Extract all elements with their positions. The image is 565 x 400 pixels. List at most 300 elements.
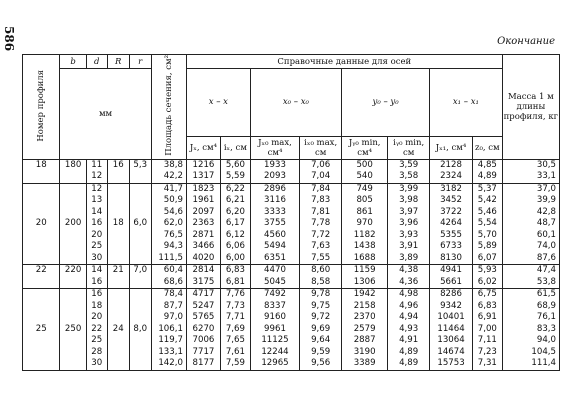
table-row	[23, 289, 560, 301]
cell-mass: 37,0	[502, 183, 559, 195]
cell-ix: 7,73	[221, 301, 251, 313]
cell-d: 18	[86, 301, 107, 313]
cell-R	[107, 277, 129, 289]
cell-Jx: 2814	[186, 265, 220, 277]
mm-unit: мм	[60, 69, 151, 160]
cell-Jx0: 5494	[250, 241, 300, 253]
col-r: r	[129, 55, 151, 69]
cell-z0: 5,46	[472, 207, 502, 219]
table-row	[23, 159, 560, 171]
cell-iy0: 3,89	[388, 253, 430, 265]
cell-r	[129, 358, 151, 370]
cell-iy0: 3,96	[388, 218, 430, 230]
cell-mass: 68,9	[502, 301, 559, 313]
cell-z0: 5,54	[472, 218, 502, 230]
cell-profile	[23, 358, 60, 370]
cell-b	[60, 253, 86, 265]
cell-Jy0: 500	[342, 159, 388, 171]
cell-ix0: 9,56	[300, 358, 342, 370]
col-d: d	[86, 55, 107, 69]
cell-ix: 6,81	[221, 277, 251, 289]
cell-Jx1: 10401	[430, 312, 473, 324]
cell-mass: 48,7	[502, 218, 559, 230]
cell-d: 12	[86, 183, 107, 195]
cell-Jx: 1823	[186, 183, 220, 195]
cell-mass: 42,8	[502, 207, 559, 219]
cell-profile	[23, 241, 60, 253]
cell-b	[60, 183, 86, 195]
cell-Jx0: 2093	[250, 171, 300, 183]
table-row	[23, 195, 560, 207]
cell-mass: 33,1	[502, 171, 559, 183]
cell-z0: 6,07	[472, 253, 502, 265]
cell-Jx0: 3755	[250, 218, 300, 230]
cell-b	[60, 241, 86, 253]
cell-Jx0: 4470	[250, 265, 300, 277]
cell-r	[129, 230, 151, 242]
cell-R	[107, 171, 129, 183]
cell-d: 13	[86, 195, 107, 207]
cell-d: 11	[86, 159, 107, 171]
cell-iy0: 3,98	[388, 195, 430, 207]
cell-ix0: 7,04	[300, 171, 342, 183]
cell-Jx0: 1933	[250, 159, 300, 171]
cell-Jx0: 4560	[250, 230, 300, 242]
cell-Jx: 4020	[186, 253, 220, 265]
cell-z0: 6,91	[472, 312, 502, 324]
cell-profile: 18	[23, 159, 60, 171]
cell-Jx0: 12965	[250, 358, 300, 370]
cell-d: 20	[86, 230, 107, 242]
cell-area: 111,5	[151, 253, 186, 265]
cell-ix0: 9,59	[300, 347, 342, 359]
cell-profile	[23, 277, 60, 289]
cell-R	[107, 358, 129, 370]
cell-R	[107, 312, 129, 324]
table-body	[23, 159, 560, 370]
cell-z0: 4,85	[472, 159, 502, 171]
cell-b	[60, 289, 86, 301]
cell-ix0: 9,75	[300, 301, 342, 313]
cell-ix0: 7,84	[300, 183, 342, 195]
cell-ix0: 9,69	[300, 324, 342, 336]
cell-d: 16	[86, 218, 107, 230]
cell-Jy0: 2370	[342, 312, 388, 324]
cell-r	[129, 289, 151, 301]
cell-d: 22	[86, 324, 107, 336]
angle-profile-table	[22, 54, 560, 371]
cell-mass: 104,5	[502, 347, 559, 359]
cell-R	[107, 207, 129, 219]
cell-Jx1: 3452	[430, 195, 473, 207]
cell-profile	[23, 183, 60, 195]
cell-Jx0: 3333	[250, 207, 300, 219]
cell-Jy0: 3389	[342, 358, 388, 370]
table-row	[23, 230, 560, 242]
cell-mass: 87,6	[502, 253, 559, 265]
cell-ix: 5,60	[221, 159, 251, 171]
cell-z0: 5,42	[472, 195, 502, 207]
cell-R	[107, 241, 129, 253]
cell-r: 5,3	[129, 159, 151, 171]
cell-profile	[23, 230, 60, 242]
cell-Jx1: 4264	[430, 218, 473, 230]
cell-Jy0: 540	[342, 171, 388, 183]
cell-profile	[23, 347, 60, 359]
cell-ix: 7,65	[221, 335, 251, 347]
cell-ix0: 8,58	[300, 277, 342, 289]
cell-ix: 6,20	[221, 207, 251, 219]
cell-d: 14	[86, 265, 107, 277]
cell-b: 250	[60, 324, 86, 336]
cell-Jx1: 2128	[430, 159, 473, 171]
table-row	[23, 301, 560, 313]
cell-Jy0: 1182	[342, 230, 388, 242]
table-row	[23, 241, 560, 253]
cell-Jy0: 805	[342, 195, 388, 207]
cell-Jx0: 5045	[250, 277, 300, 289]
cell-area: 78,4	[151, 289, 186, 301]
cell-b	[60, 207, 86, 219]
cell-Jy0: 1942	[342, 289, 388, 301]
cell-r	[129, 335, 151, 347]
continuation-label: Окончание	[497, 36, 555, 47]
cell-z0: 4,89	[472, 171, 502, 183]
cell-ix0: 9,64	[300, 335, 342, 347]
cell-r: 6,0	[129, 218, 151, 230]
col-Jx1: Jₓ₁, см⁴	[430, 136, 473, 159]
cell-iy0: 4,91	[388, 335, 430, 347]
cell-iy0: 3,99	[388, 183, 430, 195]
cell-Jy0: 1438	[342, 241, 388, 253]
cell-area: 41,7	[151, 183, 186, 195]
cell-Jx: 1216	[186, 159, 220, 171]
cell-Jx0: 2896	[250, 183, 300, 195]
cell-Jx1: 3182	[430, 183, 473, 195]
cell-Jx0: 12244	[250, 347, 300, 359]
table-row	[23, 207, 560, 219]
table-row	[23, 277, 560, 289]
cell-mass: 39,9	[502, 195, 559, 207]
cell-R	[107, 335, 129, 347]
cell-R	[107, 230, 129, 242]
cell-profile	[23, 301, 60, 313]
cell-z0: 6,02	[472, 277, 502, 289]
cell-r: 8,0	[129, 324, 151, 336]
cell-z0: 7,00	[472, 324, 502, 336]
axis-x1-x1: x₁ – x₁	[430, 69, 503, 137]
table-row	[23, 265, 560, 277]
cell-d: 28	[86, 347, 107, 359]
cell-profile: 25	[23, 324, 60, 336]
cell-mass: 47,4	[502, 265, 559, 277]
cell-ix0: 7,81	[300, 207, 342, 219]
cell-ix: 6,12	[221, 230, 251, 242]
table-row	[23, 253, 560, 265]
cell-b	[60, 230, 86, 242]
cell-Jx1: 8130	[430, 253, 473, 265]
cell-z0: 7,11	[472, 335, 502, 347]
cell-d: 30	[86, 253, 107, 265]
cell-r	[129, 171, 151, 183]
cell-Jx: 4717	[186, 289, 220, 301]
cell-b	[60, 347, 86, 359]
cell-b	[60, 358, 86, 370]
cell-R	[107, 195, 129, 207]
cell-iy0: 4,89	[388, 358, 430, 370]
cell-z0: 6,83	[472, 301, 502, 313]
axis-y0-y0: y₀ – y₀	[342, 69, 430, 137]
cell-Jx: 2363	[186, 218, 220, 230]
cell-area: 68,6	[151, 277, 186, 289]
cell-Jx: 8177	[186, 358, 220, 370]
cell-profile	[23, 335, 60, 347]
cell-Jx: 2871	[186, 230, 220, 242]
cell-b: 180	[60, 159, 86, 171]
cell-Jx1: 15753	[430, 358, 473, 370]
cell-d: 20	[86, 312, 107, 324]
cell-mass: 30,5	[502, 159, 559, 171]
cell-d: 25	[86, 241, 107, 253]
cell-iy0: 4,38	[388, 265, 430, 277]
cell-b	[60, 171, 86, 183]
cell-area: 42,2	[151, 171, 186, 183]
col-b: b	[60, 55, 86, 69]
cell-z0: 5,93	[472, 265, 502, 277]
col-mass: Масса 1 м длины профиля, кг	[502, 55, 559, 160]
cell-Jx0: 3116	[250, 195, 300, 207]
cell-r	[129, 207, 151, 219]
cell-iy0: 4,98	[388, 289, 430, 301]
cell-area: 38,8	[151, 159, 186, 171]
cell-ix: 6,22	[221, 183, 251, 195]
cell-Jx0: 11125	[250, 335, 300, 347]
cell-r	[129, 347, 151, 359]
page-number: 586	[2, 26, 16, 52]
cell-Jx0: 9160	[250, 312, 300, 324]
axis-x-x: x – x	[186, 69, 250, 137]
cell-mass: 94,0	[502, 335, 559, 347]
cell-iy0: 3,58	[388, 171, 430, 183]
cell-ix: 7,69	[221, 324, 251, 336]
cell-mass: 60,1	[502, 230, 559, 242]
cell-area: 142,0	[151, 358, 186, 370]
cell-area: 94,3	[151, 241, 186, 253]
cell-Jx: 3466	[186, 241, 220, 253]
table-header	[23, 55, 560, 160]
cell-R	[107, 347, 129, 359]
cell-R: 21	[107, 265, 129, 277]
col-ix0: iₓ₀ max, см	[300, 136, 342, 159]
cell-r	[129, 195, 151, 207]
table-row	[23, 347, 560, 359]
cell-Jx: 7006	[186, 335, 220, 347]
cell-r	[129, 277, 151, 289]
cell-ix0: 7,72	[300, 230, 342, 242]
axis-x0-x0: x₀ – x₀	[250, 69, 341, 137]
cell-ix: 7,59	[221, 358, 251, 370]
ref-group-header: Справочные данные для осей	[186, 55, 502, 69]
cell-b: 220	[60, 265, 86, 277]
cell-Jx0: 7492	[250, 289, 300, 301]
cell-Jx1: 5661	[430, 277, 473, 289]
table-row	[23, 335, 560, 347]
cell-Jx1: 5355	[430, 230, 473, 242]
cell-ix: 7,76	[221, 289, 251, 301]
cell-profile: 22	[23, 265, 60, 277]
cell-profile	[23, 195, 60, 207]
cell-Jx1: 13064	[430, 335, 473, 347]
cell-iy0: 3,91	[388, 241, 430, 253]
cell-Jx1: 14674	[430, 347, 473, 359]
cell-Jx: 5247	[186, 301, 220, 313]
cell-Jx1: 2324	[430, 171, 473, 183]
table-row	[23, 183, 560, 195]
cell-profile: 20	[23, 218, 60, 230]
cell-Jx: 2097	[186, 207, 220, 219]
col-Jy0: Jᵧ₀ min, см⁴	[342, 136, 388, 159]
cell-iy0: 4,94	[388, 312, 430, 324]
cell-z0: 5,70	[472, 230, 502, 242]
cell-Jy0: 1688	[342, 253, 388, 265]
table-row	[23, 324, 560, 336]
cell-Jx: 3175	[186, 277, 220, 289]
cell-iy0: 4,96	[388, 301, 430, 313]
cell-iy0: 3,97	[388, 207, 430, 219]
cell-d: 25	[86, 335, 107, 347]
cell-d: 30	[86, 358, 107, 370]
cell-Jx1: 3722	[430, 207, 473, 219]
cell-Jy0: 749	[342, 183, 388, 195]
col-R: R	[107, 55, 129, 69]
col-ix: iₓ, см	[221, 136, 251, 159]
cell-mass: 61,5	[502, 289, 559, 301]
cell-ix: 6,83	[221, 265, 251, 277]
cell-b	[60, 277, 86, 289]
cell-ix0: 7,83	[300, 195, 342, 207]
cell-Jx1: 6733	[430, 241, 473, 253]
cell-ix: 7,61	[221, 347, 251, 359]
cell-Jx1: 11464	[430, 324, 473, 336]
cell-Jy0: 3190	[342, 347, 388, 359]
cell-R: 24	[107, 324, 129, 336]
cell-area: 87,7	[151, 301, 186, 313]
cell-Jx1: 9342	[430, 301, 473, 313]
cell-Jy0: 861	[342, 207, 388, 219]
cell-z0: 7,31	[472, 358, 502, 370]
cell-d: 12	[86, 171, 107, 183]
cell-Jx: 1961	[186, 195, 220, 207]
cell-Jx0: 8337	[250, 301, 300, 313]
cell-ix0: 9,78	[300, 289, 342, 301]
cell-ix0: 9,72	[300, 312, 342, 324]
cell-r	[129, 183, 151, 195]
cell-ix: 6,17	[221, 218, 251, 230]
cell-Jx: 6270	[186, 324, 220, 336]
cell-Jx0: 6351	[250, 253, 300, 265]
col-iy0: iᵧ₀ min, см	[388, 136, 430, 159]
table-row	[23, 218, 560, 230]
col-z0: z₀, см	[472, 136, 502, 159]
col-profile-no: Номер профиля	[23, 55, 60, 160]
cell-iy0: 3,93	[388, 230, 430, 242]
table-row	[23, 312, 560, 324]
cell-Jy0: 1306	[342, 277, 388, 289]
cell-ix0: 7,55	[300, 253, 342, 265]
cell-area: 119,7	[151, 335, 186, 347]
cell-R	[107, 289, 129, 301]
col-Jx0: Jₓ₀ max, см⁴	[250, 136, 300, 159]
cell-r: 7,0	[129, 265, 151, 277]
cell-profile	[23, 171, 60, 183]
cell-R	[107, 253, 129, 265]
cell-area: 106,1	[151, 324, 186, 336]
cell-ix: 7,71	[221, 312, 251, 324]
cell-Jy0: 1159	[342, 265, 388, 277]
cell-mass: 111,4	[502, 358, 559, 370]
cell-z0: 7,23	[472, 347, 502, 359]
cell-area: 50,9	[151, 195, 186, 207]
cell-b	[60, 335, 86, 347]
cell-z0: 5,89	[472, 241, 502, 253]
cell-ix0: 7,78	[300, 218, 342, 230]
cell-R	[107, 183, 129, 195]
cell-area: 97,0	[151, 312, 186, 324]
cell-ix0: 7,63	[300, 241, 342, 253]
cell-Jx1: 4941	[430, 265, 473, 277]
cell-area: 76,5	[151, 230, 186, 242]
cell-b	[60, 195, 86, 207]
cell-mass: 53,8	[502, 277, 559, 289]
cell-ix: 6,21	[221, 195, 251, 207]
cell-r	[129, 241, 151, 253]
cell-area: 62,0	[151, 218, 186, 230]
cell-iy0: 3,59	[388, 159, 430, 171]
table-row	[23, 171, 560, 183]
cell-d: 14	[86, 207, 107, 219]
cell-R	[107, 301, 129, 313]
cell-ix: 6,00	[221, 253, 251, 265]
cell-R: 16	[107, 159, 129, 171]
cell-area: 60,4	[151, 265, 186, 277]
cell-ix: 5,59	[221, 171, 251, 183]
table-row	[23, 358, 560, 370]
cell-b	[60, 312, 86, 324]
cell-Jy0: 970	[342, 218, 388, 230]
cell-profile	[23, 253, 60, 265]
cell-r	[129, 312, 151, 324]
cell-Jx: 5765	[186, 312, 220, 324]
cell-area: 54,6	[151, 207, 186, 219]
cell-Jy0: 2887	[342, 335, 388, 347]
cell-Jy0: 2158	[342, 301, 388, 313]
cell-profile	[23, 289, 60, 301]
cell-z0: 6,75	[472, 289, 502, 301]
cell-Jy0: 2579	[342, 324, 388, 336]
cell-R: 18	[107, 218, 129, 230]
cell-iy0: 4,89	[388, 347, 430, 359]
cell-mass: 76,1	[502, 312, 559, 324]
cell-profile	[23, 312, 60, 324]
cell-iy0: 4,93	[388, 324, 430, 336]
cell-Jx: 1317	[186, 171, 220, 183]
cell-profile	[23, 207, 60, 219]
cell-d: 16	[86, 289, 107, 301]
cell-d: 16	[86, 277, 107, 289]
cell-r	[129, 253, 151, 265]
cell-ix0: 8,60	[300, 265, 342, 277]
cell-mass: 83,3	[502, 324, 559, 336]
